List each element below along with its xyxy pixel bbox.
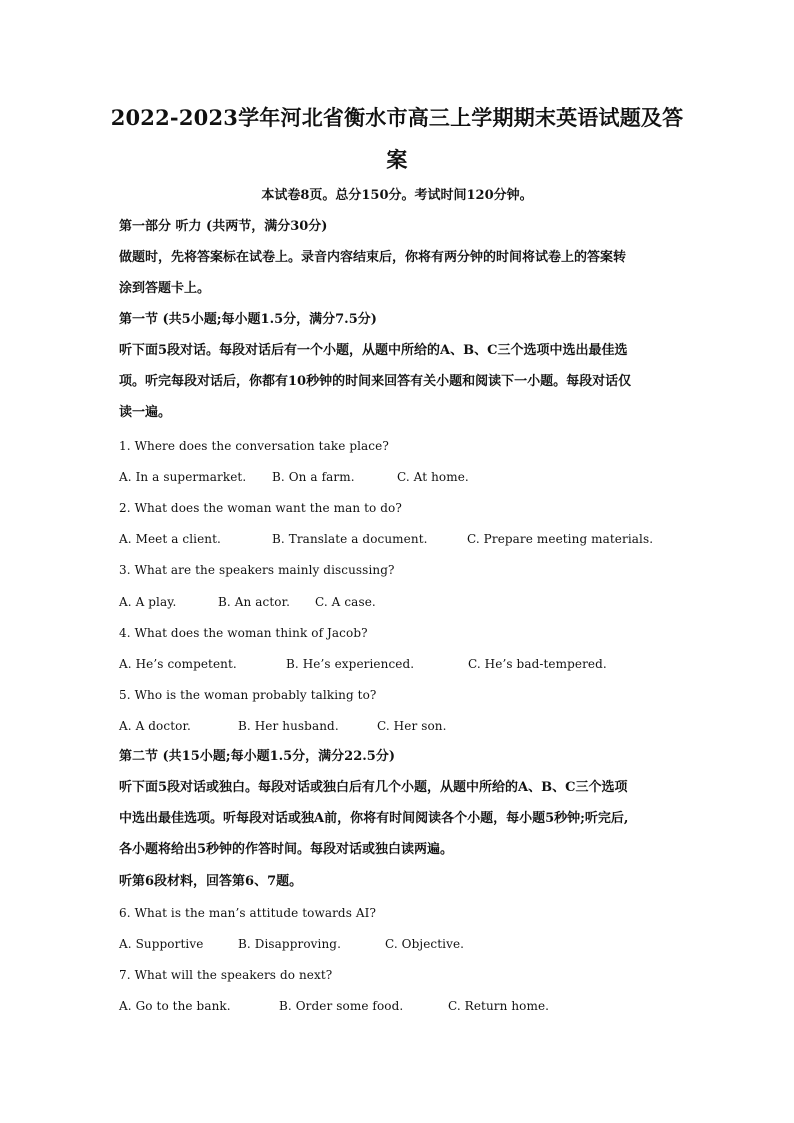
section1-instruction-line-1: 听下面5段对话。每段对话后有一个小题，从题中所给的A、B、C三个选项中选出最佳选 [119,343,628,358]
question-4: 4. What does the woman think of Jacob? [119,626,368,640]
option-a: A. A play. [119,595,177,609]
part1-instruction-line-1: 做题时，先将答案标在试卷上。录音内容结束后，你将有两分钟的时间将试卷上的答案转 [119,250,627,265]
option-a: A. Supportive [119,937,204,951]
option-a: A. In a supermarket. [119,470,247,484]
option-b: B. Order some food. [279,999,404,1013]
question-6: 6. What is the man’s attitude towards AI? [119,906,377,920]
section1-instruction-line-3: 读一遍。 [119,405,172,420]
question-1-options [119,467,469,487]
option-c: C. Return home. [448,999,550,1013]
section2-instruction-line-3: 各小题将给出5秒钟的作答时间。每段对话或独白读两遍。 [119,842,454,857]
question-2: 2. What does the woman want the man to do? [119,501,402,515]
question-2-options [119,529,653,549]
section2-instruction-line-1: 听下面5段对话或独白。每段对话或独白后有几个小题，从题中所给的A、B、C三个选项 [119,780,628,795]
material-6-heading: 听第6段材料，回答第6、7题。 [119,874,303,889]
option-b: B. An actor. [218,595,291,609]
option-c: C. He’s bad-tempered. [468,657,607,671]
option-b: B. Her husband. [238,719,339,733]
question-3-options [119,592,376,612]
question-3: 3. What are the speakers mainly discussing? [119,563,395,577]
option-a: A. He’s competent. [119,657,237,671]
question-4-options [119,654,607,674]
section1-heading: 第一节 (共5小题;每小题1.5分，满分7.5分) [119,312,377,327]
option-b: B. He’s experienced. [286,657,415,671]
section2-heading: 第二节 (共15小题;每小题1.5分，满分22.5分) [119,749,395,764]
option-c: C. A case. [315,595,376,609]
section2-instruction-line-2: 中选出最佳选项。听每段对话或独A前，你将有时间阅读各个小题，每小题5秒钟;听完后, [119,811,629,826]
question-5-options [119,716,447,736]
option-b: B. Translate a document. [272,532,428,546]
option-c: C. Prepare meeting materials. [467,532,654,546]
section1-instruction-line-2: 项。听完每段对话后，你都有10秒钟的时间来回答有关小题和阅读下一小题。每段对话仅 [119,374,632,389]
question-6-options [119,934,464,954]
document-title-line-1: 2022-2023学年河北省衡水市高三上学期期末英语试题及答 [110,105,684,130]
option-a: A. A doctor. [119,719,191,733]
option-a: A. Meet a client. [119,532,221,546]
option-a: A. Go to the bank. [119,999,231,1013]
option-b: B. Disapproving. [238,937,341,951]
question-5: 5. Who is the woman probably talking to? [119,688,377,702]
part1-instruction-line-2: 涂到答题卡上。 [119,281,211,296]
question-7: 7. What will the speakers do next? [119,968,333,982]
document-title-line-2: 案 [386,147,408,172]
question-1: 1. Where does the conversation take place? [119,439,389,453]
option-c: C. At home. [397,470,469,484]
option-b: B. On a farm. [272,470,355,484]
question-7-options [119,996,549,1016]
option-c: C. Objective. [385,937,465,951]
exam-intro: 本试卷8页。总分150分。考试时间120分钟。 [261,188,533,203]
part1-heading: 第一部分 听力 (共两节，满分30分) [119,219,328,234]
option-c: C. Her son. [377,719,447,733]
